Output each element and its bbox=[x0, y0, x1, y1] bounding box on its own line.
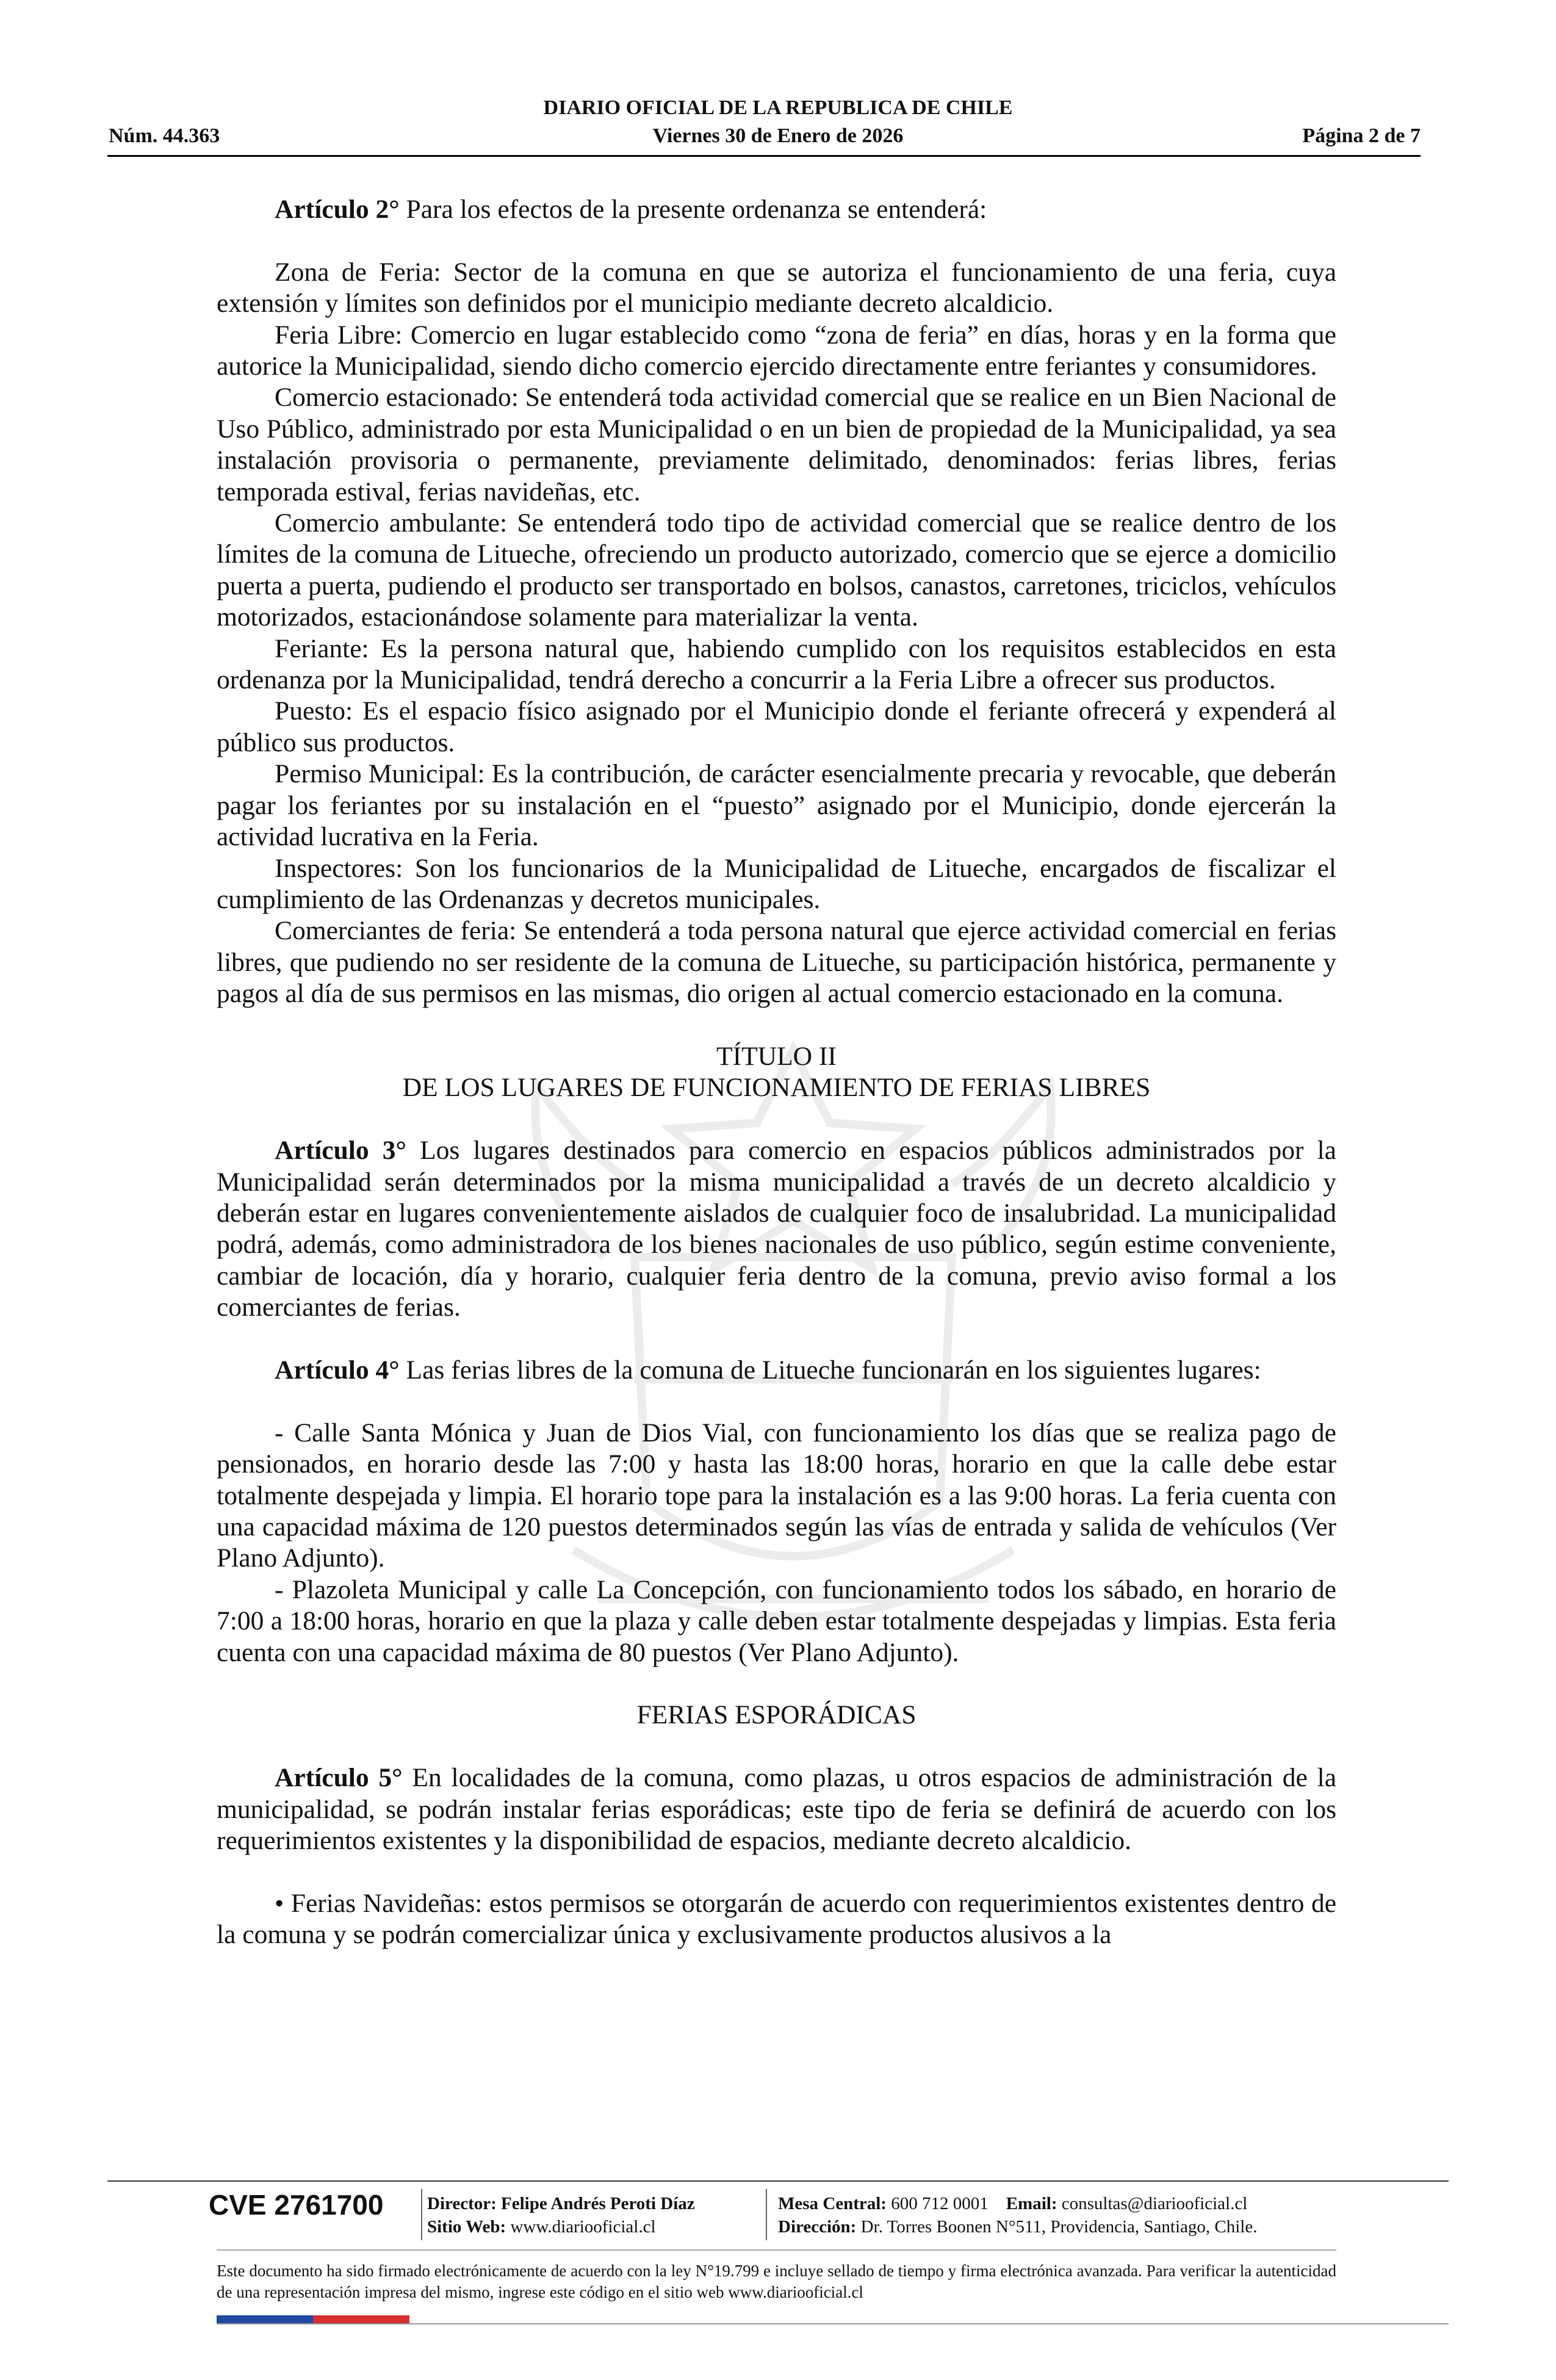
definition-comerciantes-de-feria: Comerciantes de feria: Se entenderá a toda persona natural que ejerce actividad comercial en ferias libres, que pudiendo no ser residente de la comuna de Litueche, su participación histórica, permanente y pagos al día de sus permisos en las mismas, dio origen al actual comercio estacionado en la comuna. bbox=[217, 916, 1336, 1009]
issue-date: Viernes 30 de Enero de 2026 bbox=[652, 124, 904, 147]
email-label: Email: bbox=[1006, 2194, 1057, 2213]
article-4-text: Las ferias libres de la comuna de Litueche funcionarán en los siguientes lugares: bbox=[399, 1355, 1261, 1385]
footer-separator bbox=[766, 2189, 767, 2240]
definition-permiso-municipal: Permiso Municipal: Es la contribución, de carácter esencialmente precaria y revocable, que deberán pagar los feriantes por su instalación en el “puesto” asignado por el Municipio, donde ejercerán la actividad lucrativa en la Feria. bbox=[217, 759, 1336, 852]
definition-inspectores: Inspectores: Son los funcionarios de la Municipalidad de Litueche, encargados de fiscalizar el cumplimiento de las Ordenanzas y decretos municipales. bbox=[217, 853, 1336, 914]
article-3-label: Artículo 3° bbox=[275, 1136, 406, 1166]
ferias-esporadicas-heading: FERIAS ESPORÁDICAS bbox=[636, 1700, 917, 1730]
footer-separator bbox=[421, 2189, 422, 2240]
article-3 bbox=[217, 1135, 1336, 1323]
cve-code: CVE 2761700 bbox=[209, 2189, 384, 2221]
article-5-label: Artículo 5° bbox=[275, 1763, 403, 1793]
titulo-2-subheading: DE LOS LUGARES DE FUNCIONAMIENTO DE FERIAS LIBRES bbox=[402, 1073, 1151, 1103]
director-label: Director: bbox=[427, 2194, 497, 2213]
definition-feria-libre: Feria Libre: Comercio en lugar establecido como “zona de feria” en días, horas y en la forma que autorice la Municipalidad, siendo dicho comercio ejercido directamente entre feriantes y consumidores. bbox=[217, 320, 1336, 381]
electronic-signature-note: Este documento ha sido firmado electrónicamente de acuerdo con la ley N°19.799 e incluye sellado de tiempo y firma electrónica avanzada. Para verificar la autenticidad de una representación impresa del mismo, ingrese este código en el sitio web www.diariooficial.cl bbox=[217, 2262, 1336, 2301]
footer-divider-top bbox=[107, 2180, 1449, 2182]
header-divider bbox=[107, 155, 1421, 157]
flag-stripe-red bbox=[313, 2315, 409, 2324]
article-4-location-2: - Plazoleta Municipal y calle La Concepción, con funcionamiento todos los sábado, en horario de 7:00 a 18:00 horas, horario en que la plaza y calle deben estar totalmente despejadas y limpias. Esta feria cuenta con una capacidad máxima de 80 puestos (Ver Plano Adjunto). bbox=[217, 1574, 1336, 1667]
article-4-label: Artículo 4° bbox=[275, 1355, 400, 1385]
article-2-text: Para los efectos de la presente ordenanza se entenderá: bbox=[399, 195, 987, 224]
footer-divider-mid bbox=[217, 2249, 1336, 2251]
article-2 bbox=[217, 194, 1336, 225]
article-5-text: En localidades de la comuna, como plazas, u otros espacios de administración de la municipalidad, se podrán instalar ferias esporádicas; este tipo de feria se definirá de acuerdo con los requerimientos existentes y la disponibilidad de espacios, mediante decreto alcaldicio. bbox=[217, 1763, 1337, 1856]
definition-zona-de-feria: Zona de Feria: Sector de la comuna en que se autoriza el funcionamiento de una feria, cuya extensión y límites son definidos por el municipio mediante decreto alcaldicio. bbox=[217, 257, 1336, 319]
mesa-central-label: Mesa Central: bbox=[778, 2194, 887, 2213]
footer-contact-block bbox=[778, 2192, 1257, 2238]
article-4 bbox=[217, 1355, 1336, 1386]
article-2-label: Artículo 2° bbox=[275, 195, 400, 224]
definition-comercio-estacionado: Comercio estacionado: Se entenderá toda actividad comercial que se realice en un Bien Nacional de Uso Público, administrado por esta Municipalidad o en un bien de propiedad de la Municipalidad, ya sea instalación provisoria o permanente, previamente delimitado, denominados: ferias libres, ferias temporada estival, ferias navideñas, etc. bbox=[217, 383, 1336, 507]
page-indicator: Página 2 de 7 bbox=[1302, 124, 1421, 147]
website-label: Sitio Web: bbox=[427, 2217, 506, 2237]
definition-feriante: Feriante: Es la persona natural que, habiendo cumplido con los requisitos establecidos en esta ordenanza por la Municipalidad, tendrá derecho a concurrir a la Feria Libre a ofrecer sus productos. bbox=[217, 633, 1336, 695]
email-link[interactable]: consultas@diariooficial.cl bbox=[1061, 2194, 1248, 2213]
article-3-text: Los lugares destinados para comercio en espacios públicos administrados por la Municipalidad serán determinados por la misma municipalidad a través de un decreto alcaldicio y deberán estar en lugares convenientemente aislados de cualquier foco de insalubridad. La municipalidad podrá, además, como administradora de los bienes nacionales de uso público, según estime conveniente, cambiar de locación, día y horario, cualquier feria dentro de la comuna, previo aviso formal a los comerciantes de ferias. bbox=[217, 1136, 1336, 1322]
newspaper-title: DIARIO OFICIAL DE LA REPUBLICA DE CHILE bbox=[543, 96, 1013, 119]
definition-puesto: Puesto: Es el espacio físico asignado por el Municipio donde el feriante ofrecerá y expenderá al público sus productos. bbox=[217, 696, 1336, 757]
article-5 bbox=[217, 1762, 1336, 1856]
flag-stripe-blue bbox=[217, 2315, 313, 2324]
bullet-ferias-navidenas: • Ferias Navideñas: estos permisos se otorgarán de acuerdo con requerimientos existentes dentro de la comuna y se podrán comercializar única y exclusivamente productos alusivos a la bbox=[217, 1888, 1336, 1950]
address-label: Dirección: bbox=[778, 2217, 857, 2237]
document-body bbox=[217, 194, 1336, 1951]
mesa-central-value: 600 712 0001 bbox=[891, 2194, 989, 2213]
definition-comercio-ambulante: Comercio ambulante: Se entenderá todo tipo de actividad comercial que se realice dentro de los límites de la comuna de Litueche, ofreciendo un producto autorizado, comercio que se ejerce a domicilio puerta a puerta, pudiendo el producto ser transportado en bolsos, canastos, carretones, triciclos, vehículos motorizados, estacionándose solamente para materializar la venta. bbox=[217, 508, 1336, 632]
director-name: Felipe Andrés Peroti Díaz bbox=[501, 2194, 695, 2213]
footer-director-block bbox=[427, 2192, 695, 2238]
article-4-location-1: - Calle Santa Mónica y Juan de Dios Vial, con funcionamiento los días que se realiza pago de pensionados, en horario desde las 7:00 y hasta las 18:00 horas, horario en que la calle debe estar totalmente despejada y limpia. El horario tope para la instalación es a las 9:00 horas. La feria cuenta con una capacidad máxima de 120 puestos determinados según las vías de entrada y salida de vehículos (Ver Plano Adjunto). bbox=[217, 1418, 1336, 1573]
footer-divider-bottom bbox=[217, 2323, 1449, 2324]
titulo-2-heading: TÍTULO II bbox=[716, 1041, 837, 1071]
issue-number: Núm. 44.363 bbox=[109, 124, 220, 147]
address-value: Dr. Torres Boonen N°511, Providencia, Santiago, Chile. bbox=[860, 2217, 1258, 2237]
website-link[interactable]: www.diariooficial.cl bbox=[510, 2217, 656, 2237]
